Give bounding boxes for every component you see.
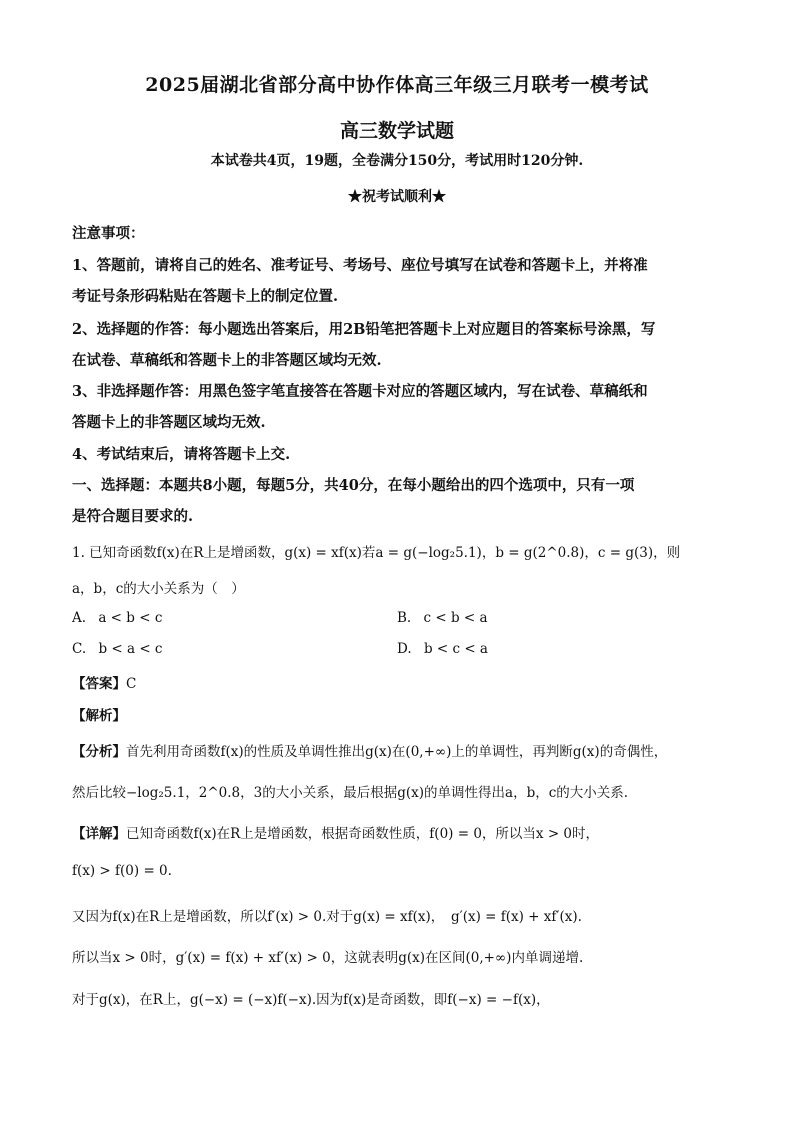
- notes-line-3: 2、选择题的作答：每小题选出答案后，用2B铅笔把答题卡上对应题目的答案标号涂黑，写: [72, 321, 656, 338]
- notes-line-4: 在试卷、草稿纸和答题卡上的非答题区域均无效.: [72, 352, 382, 369]
- analysis-line: [72, 704, 126, 724]
- notes-line-5: 3、非选择题作答：用黑色签字笔直接答在答题卡对应的答题区域内，写在试卷、草稿纸和: [72, 383, 648, 400]
- option-a: [72, 610, 162, 626]
- answer-line: [72, 672, 136, 692]
- question-1-stem-line-1: 1. 已知奇函数f(x)在R上是增函数，g(x) = xf(x)若a = g(−log₂5.1)，b = g(2^0.8)，c = g(3)，则: [72, 545, 681, 561]
- detail-text-1: 已知奇函数f(x)在R上是增函数，根据奇函数性质，f(0) = 0，所以当x > 0时，: [126, 826, 600, 842]
- option-b-label: B.: [397, 610, 412, 626]
- fenxi-line-1: [72, 740, 667, 760]
- notes-line-2: 考证号条形码粘贴在答题卡上的制定位置.: [72, 288, 339, 305]
- fenxi-tag: 【分析】: [72, 744, 126, 760]
- exam-subtitle: 高三数学试题: [339, 120, 454, 142]
- exam-wish: ★祝考试顺利★: [348, 189, 446, 205]
- option-c: [72, 641, 162, 657]
- detail-line-3: 又因为f(x)在R上是增函数，所以f′(x) > 0.对于g(x) = xf(x)， g′(x) = f(x) + xf′(x).: [72, 909, 582, 925]
- analysis-tag: 【解析】: [72, 708, 126, 724]
- notes-line-6: 答题卡上的非答题区域均无效.: [72, 414, 266, 431]
- detail-line-1: [72, 822, 599, 842]
- exam-info: 本试卷共4页，19题，全卷满分150分，考试用时120分钟.: [210, 153, 584, 169]
- option-d-label: D.: [397, 641, 412, 657]
- option-d: [397, 641, 488, 657]
- fenxi-line-2: 然后比较−log₂5.1，2^0.8，3的大小关系，最后根据g(x)的单调性得出a，b，c的大小关系.: [72, 785, 629, 801]
- answer-value: C: [126, 676, 137, 692]
- option-a-text: a < b < c: [98, 610, 163, 626]
- option-b-text: c < b < a: [423, 610, 488, 626]
- option-b: [397, 610, 488, 626]
- notes-line-1: 1、答题前，请将自己的姓名、准考证号、考场号、座位号填写在试卷和答题卡上，并将准: [72, 257, 648, 274]
- option-d-text: b < c < a: [423, 641, 488, 657]
- notes-heading: 注意事项：: [72, 225, 145, 242]
- option-c-label: C.: [72, 641, 87, 657]
- answer-tag: 【答案】: [72, 676, 126, 692]
- section-heading-line-1: 一、选择题：本题共8小题，每题5分，共40分，在每小题给出的四个选项中，只有一项: [72, 477, 635, 494]
- exam-title: 2025届湖北省部分高中协作体高三年级三月联考一模考试: [145, 74, 649, 96]
- option-c-text: b < a < c: [98, 641, 163, 657]
- detail-line-5: 对于g(x)，在R上，g(−x) = (−x)f(−x).因为f(x)是奇函数，即f(−x) = −f(x)，: [72, 992, 550, 1008]
- question-1-stem-line-2: a，b，c的大小关系为（ ）: [72, 581, 245, 597]
- fenxi-text-1: 首先利用奇函数f(x)的性质及单调性推出g(x)在(0,+∞)上的单调性，再判断g(x)的奇偶性，: [126, 744, 668, 760]
- section-heading-line-2: 是符合题目要求的.: [72, 508, 194, 525]
- detail-line-2: f(x) > f(0) = 0.: [72, 863, 172, 879]
- detail-tag: 【详解】: [72, 826, 126, 842]
- notes-line-7: 4、考试结束后，请将答题卡上交.: [72, 446, 291, 463]
- option-a-label: A.: [72, 610, 87, 626]
- detail-line-4: 所以当x > 0时，g′(x) = f(x) + xf′(x) > 0，这就表明g(x)在区间(0,+∞)内单调递增.: [72, 950, 584, 966]
